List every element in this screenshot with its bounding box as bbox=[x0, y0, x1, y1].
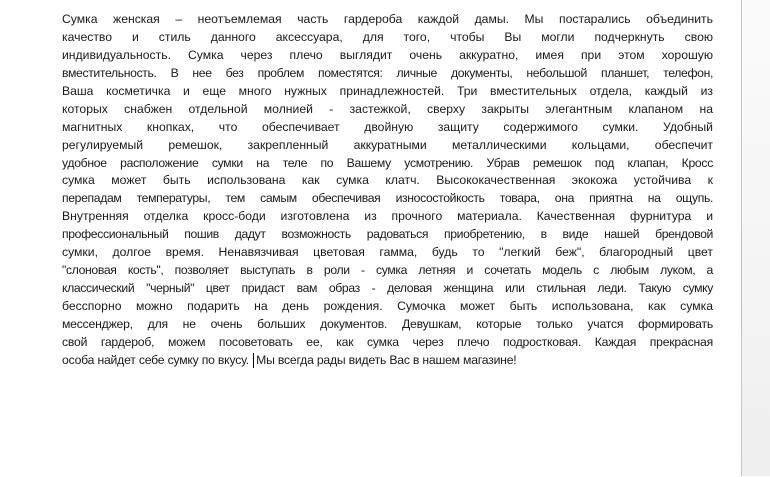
text-line: "слоновая кость", позволяет выступать в роли - сумка летняя и сочетать модель с любым луком, а bbox=[62, 263, 713, 278]
text-line: перепадам температуры, тем самым обеспечивая износостойкость товара, она приятна на ощупь. bbox=[62, 191, 713, 206]
text-line: магнитных кнопках, что обеспечивает двойную защиту содержимого сумки. Удобный bbox=[62, 119, 713, 134]
document-body-text[interactable] bbox=[62, 11, 713, 370]
text-after-cursor: Мы всегда рады видеть Вас в нашем магазине! bbox=[256, 352, 517, 367]
text-before-cursor: особа найдет себе сумку по вкусу. bbox=[62, 352, 249, 367]
text-line: сумка может быть использована как сумка клатч. Высококачественная экокожа устойчива к bbox=[62, 173, 713, 188]
text-line: свой гардероб, можем посоветовать ее, как сумка через плечо подростковая. Каждая прекрасная bbox=[62, 334, 713, 349]
text-line: профессиональный пошив дадут возможность радоваться приобретению, в виде нашей брендовой bbox=[62, 227, 713, 242]
text-line: качество и стиль данного аксессуара, для того, чтобы Вы могли подчеркнуть свою bbox=[62, 29, 713, 44]
text-line: Сумка женская – неотъемлемая часть гардероба каждой дамы. Мы постарались объединить bbox=[62, 12, 713, 26]
text-line: классический "черный" цвет придаст вам образ - деловая женщина или стильная леди. Такую сумку bbox=[62, 281, 713, 296]
text-line: индивидуальность. Сумка через плечо выглядит очень аккуратно, имея при этом хорошую bbox=[62, 47, 713, 62]
text-cursor bbox=[253, 353, 254, 368]
text-line: которых снабжен отдельной молнией - застежкой, сверху закрыты элегантным клапаном на bbox=[62, 101, 713, 116]
text-line: мессенджер, для не очень больших документов. Девушкам, которые только учатся формировать bbox=[62, 316, 713, 331]
text-line: удобное расположение сумки на теле по Вашему усмотрению. Убрав ремешок под клапан, Кросс bbox=[62, 155, 713, 170]
text-line-last bbox=[62, 352, 713, 370]
text-line: Ваша косметичка и еще много нужных принадлежностей. Три вместительных отдела, каждый из bbox=[62, 83, 713, 98]
text-line: сумки, долгое время. Ненавязчивая цветовая гамма, будь то "легкий беж", благородный цвет bbox=[62, 245, 713, 260]
page-side-margin-area bbox=[741, 0, 770, 476]
text-line: вместительность. В нее без проблем поместятся: личные документы, небольшой планшет, телефон, bbox=[62, 65, 713, 80]
text-line: регулируемый ремешок, закрепленный аккуратными металлическими кольцами, обеспечит bbox=[62, 137, 713, 152]
text-line: бесспорно можно подарить на день рождения. Сумочка может быть использована, как сумка bbox=[62, 299, 713, 313]
text-line: Внутренняя отделка кросс-боди изготовлена из прочного материала. Качественная фурнитура и bbox=[62, 209, 713, 224]
